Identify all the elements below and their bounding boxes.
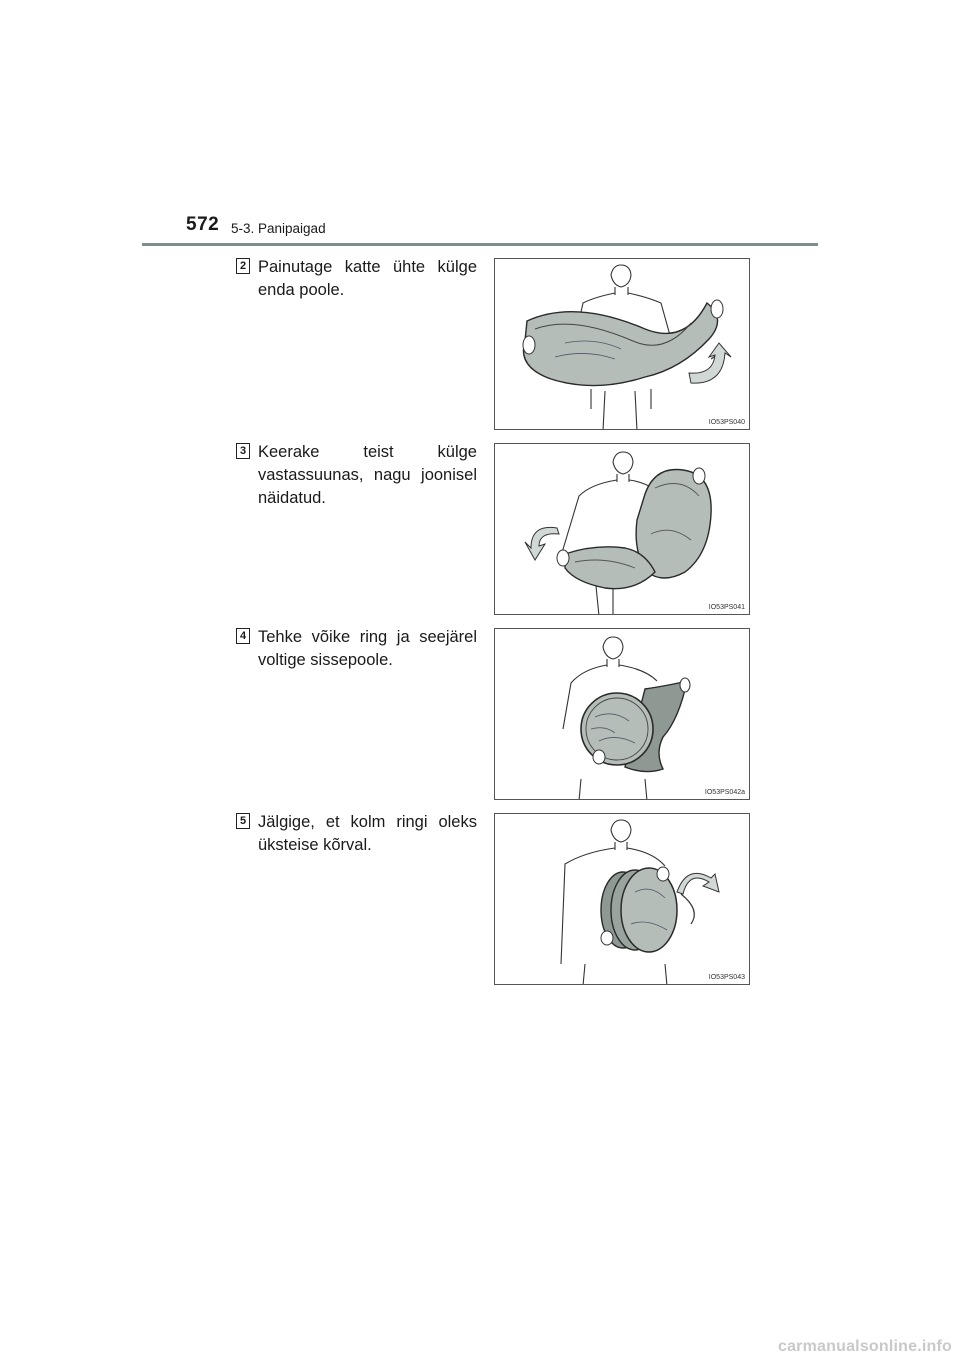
illustration-small-loop xyxy=(494,628,750,800)
step-instruction: Tehke võike ring ja seejärel voltige sissepoole. xyxy=(258,628,477,669)
step-number-badge: 3 xyxy=(236,443,250,459)
step-instruction: Keerake teist külge vastassuunas, nagu joonisel näidatud. xyxy=(258,443,477,507)
illustration-fold-toward xyxy=(494,258,750,430)
page-number: 572 xyxy=(186,214,220,235)
watermark: carmanualsonline.info xyxy=(777,1338,952,1355)
step-number-badge: 2 xyxy=(236,258,250,274)
figure-code: IO53PS041 xyxy=(708,604,745,611)
step-number-badge: 4 xyxy=(236,628,250,644)
illustration-twist-opposite xyxy=(494,443,750,615)
step-instruction: Jälgige, et kolm ringi oleks üksteise kõrval. xyxy=(258,813,477,854)
illustration-three-rings xyxy=(494,813,750,985)
step-number-badge: 5 xyxy=(236,813,250,829)
step-instruction: Painutage katte ühte külge enda poole. xyxy=(258,258,477,299)
figure-code: IO53PS043 xyxy=(708,974,745,981)
header-rule xyxy=(142,243,818,246)
figure-code: IO53PS042a xyxy=(704,789,745,796)
section-title: 5-3. Panipaigad xyxy=(231,221,326,236)
figure-code: IO53PS040 xyxy=(708,419,745,426)
